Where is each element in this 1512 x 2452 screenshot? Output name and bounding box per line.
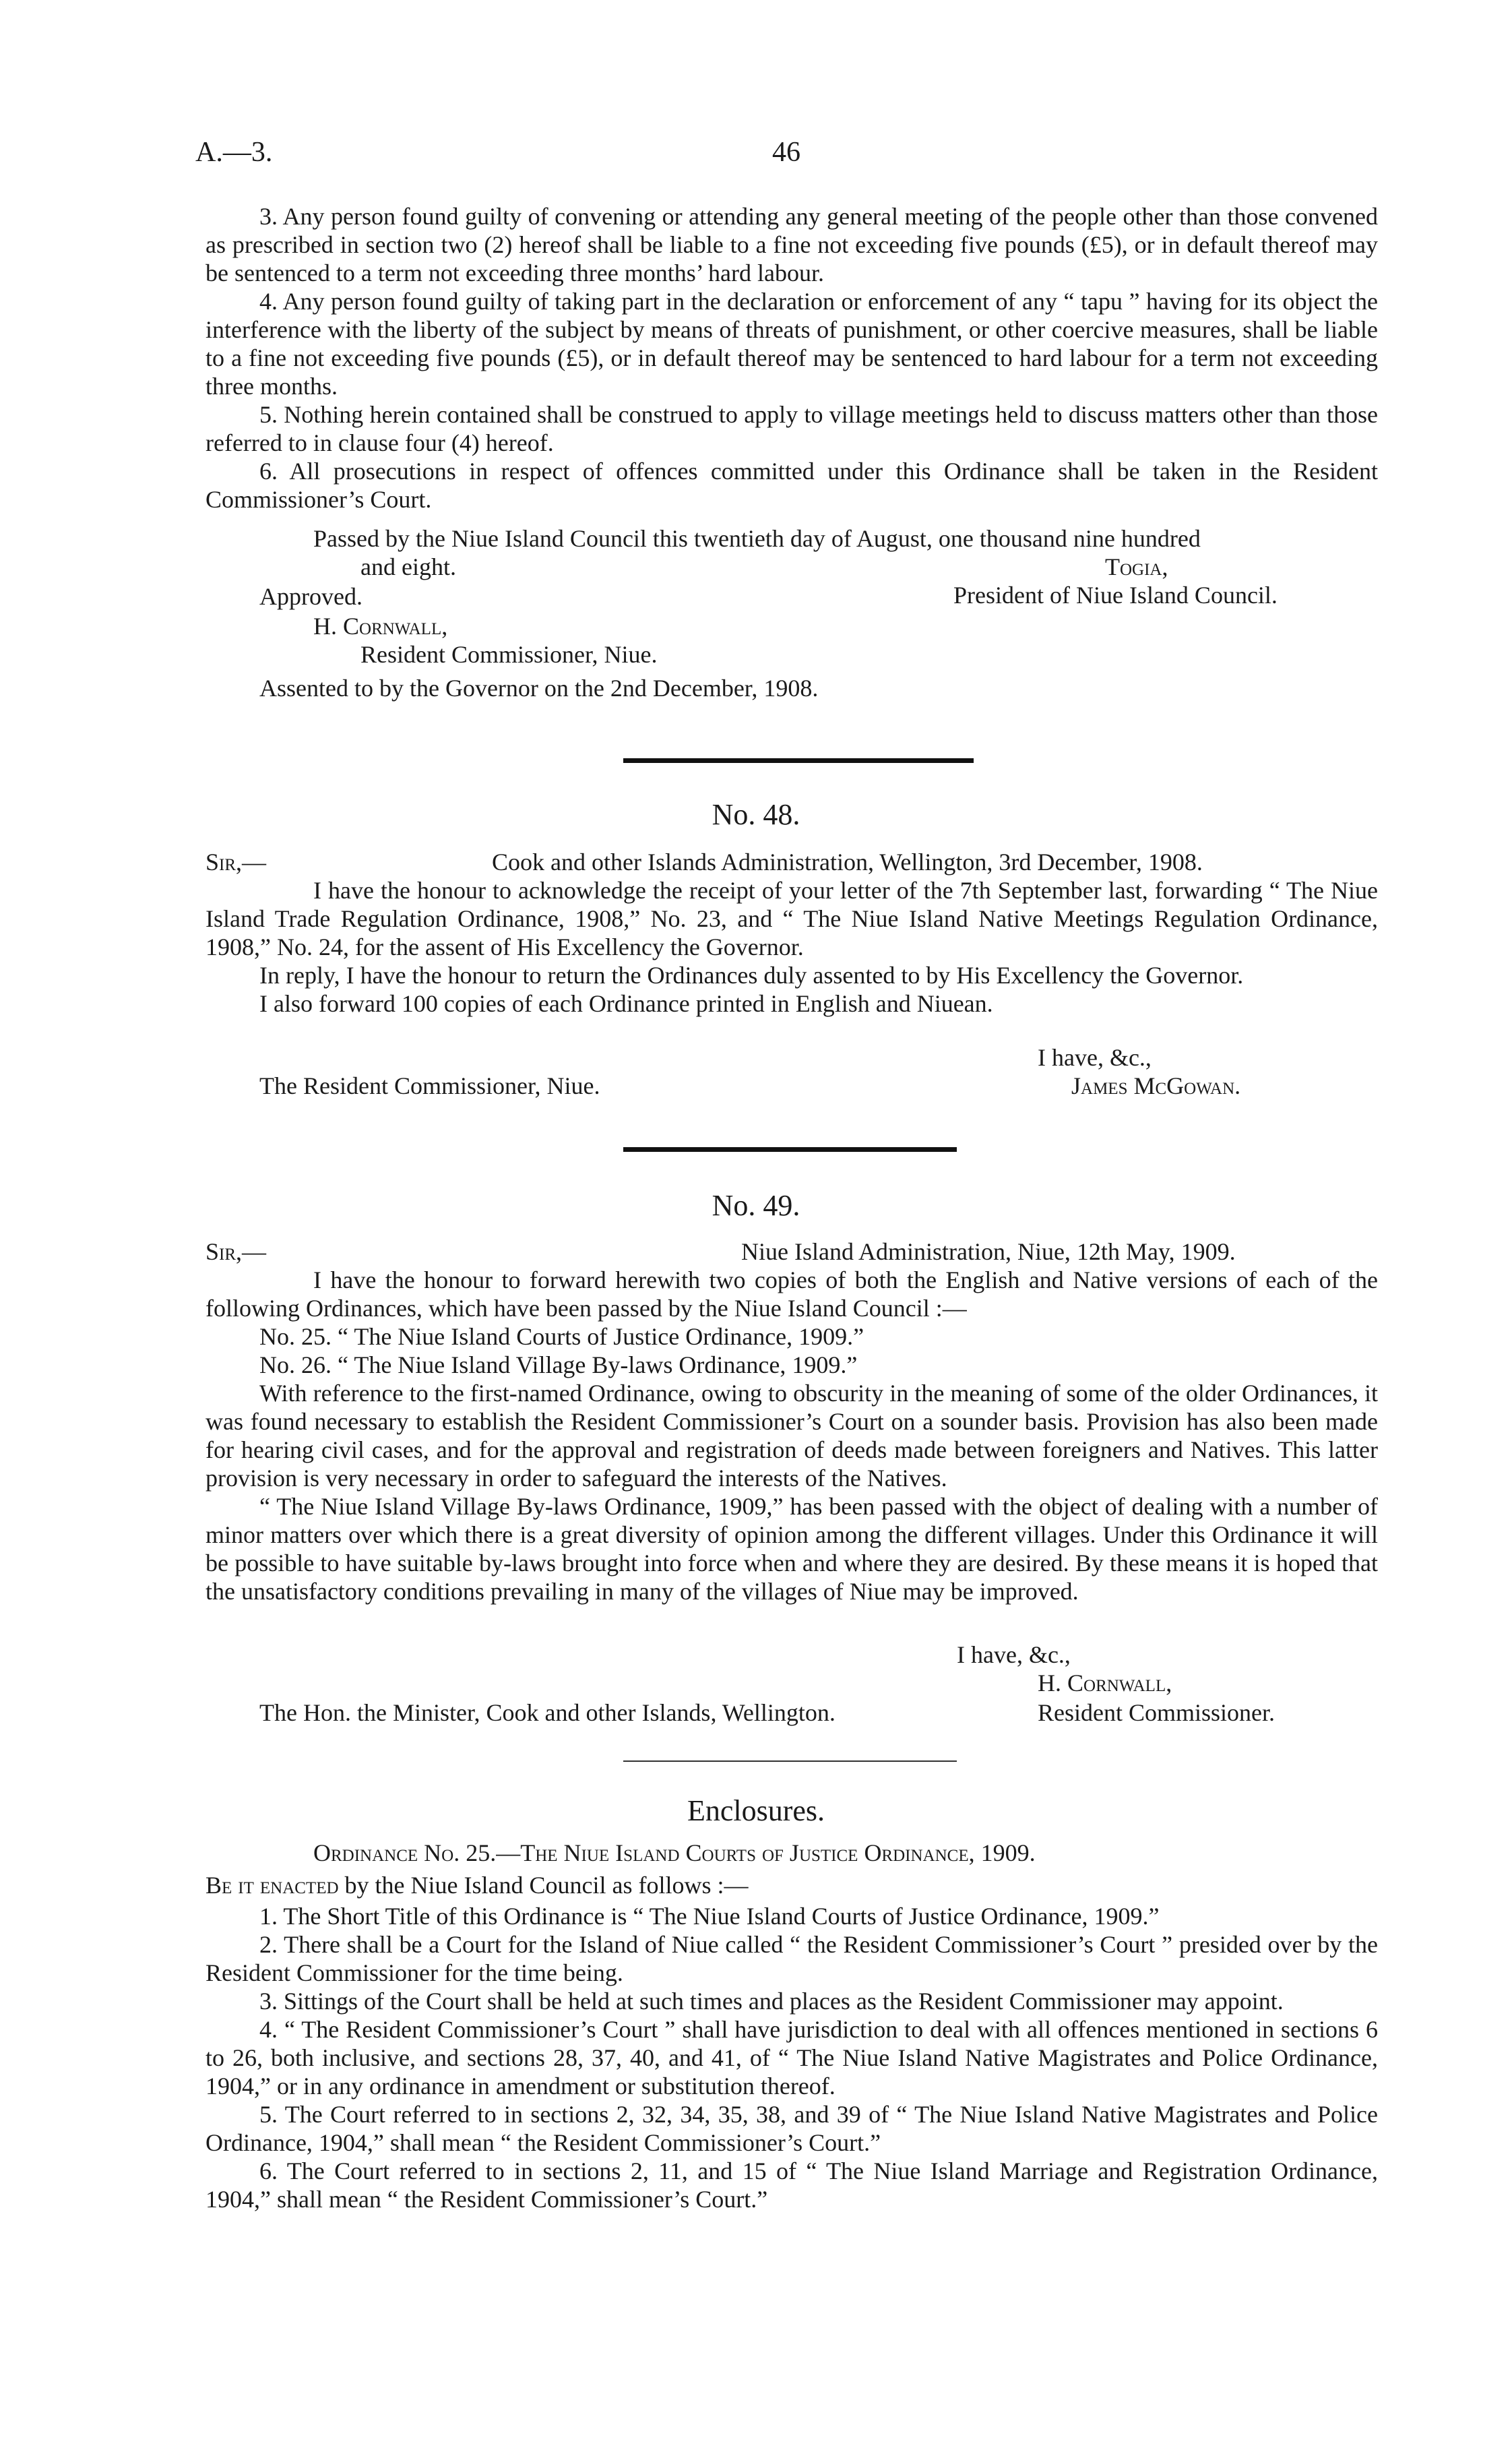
letter-49-intro: I have the honour to forward herewith two copies of both the English and Native versions of each of the following Ordinances, which have been passed by the Niue Island Council :— — [206, 1266, 1378, 1322]
ordinance-clause: 6. The Court referred to in sections 2, 11, and 15 of “ The Niue Island Marriage and Registration Ordinance, 1904,” shall mean “ the Resident Commissioner’s Court.” — [206, 2157, 1378, 2213]
ordinance-clause: 5. The Court referred to in sections 2, 32, 34, 35, 38, and 39 of “ The Niue Island Native Magistrates and Police Ordinance, 1904,” shall mean “ the Resident Commissioner’s Court.” — [206, 2101, 1378, 2156]
letter-49-closing: I have, &c., — [957, 1641, 1071, 1668]
clause-5: 5. Nothing herein contained shall be construed to apply to village meetings held to discuss matters other than those referred to in clause four (4) hereof. — [206, 401, 1378, 456]
ordinance-25-clauses — [206, 1902, 1378, 2213]
section-divider — [623, 1147, 957, 1152]
letter-49-paragraph: With reference to the first-named Ordinance, owing to obscurity in the meaning of some of the older Ordinances, it was found necessary to establish the Resident Commissioner’s Court on a sounder basis. Provision has also been made for hearing civil cases, and for the approval and registration of deeds made between foreigners and Natives. This latter provision is very necessary in order to safeguard the interests of the Natives. — [206, 1380, 1378, 1492]
ordinance-clause: 4. “ The Resident Commissioner’s Court ” shall have jurisdiction to deal with all offences mentioned in sections 6 to 26, both inclusive, and sections 28, 37, 40, and 41, of “ The Niue Island Native Magistrates and Police Ordinance, 1904,” or in any ordinance in amendment or substitution thereof. — [206, 2016, 1378, 2099]
signatory-title: President of Niue Island Council. — [953, 582, 1278, 609]
signatory-name: Togia, — [1105, 553, 1168, 580]
letter-49-signature-title: Resident Commissioner. — [1038, 1699, 1275, 1726]
letter-48-paragraph: I also forward 100 copies of each Ordinance printed in English and Niuean. — [259, 990, 993, 1017]
passed-line: Passed by the Niue Island Council this twentieth day of August, one thousand nine hundred — [313, 525, 1201, 552]
letter-48-address: Cook and other Islands Administration, Wellington, 3rd December, 1908. — [492, 849, 1203, 876]
document-reference: A.—3. — [195, 137, 273, 168]
letter-49-number: No. 49. — [712, 1189, 800, 1222]
letter-49-salutation: Sir,— — [206, 1238, 267, 1265]
enacting-rest: by the Niue Island Council as follows :— — [344, 1872, 749, 1899]
letter-48-closing: I have, &c., — [1038, 1044, 1152, 1071]
letter-48-body — [206, 876, 1378, 1018]
assent-line: Assented to by the Governor on the 2nd December, 1908. — [259, 675, 819, 702]
ordinance-25-title: Ordinance No. 25.—The Niue Island Courts of Justice Ordinance, 1909. — [313, 1839, 1036, 1866]
section-divider — [623, 758, 974, 763]
ordinance-clause: 1. The Short Title of this Ordinance is “ The Niue Island Courts of Justice Ordinance, 1909.” — [259, 1903, 1160, 1930]
letter-49-body — [206, 1266, 1378, 1605]
ordinance-24-clauses — [206, 202, 1378, 514]
ordinance-clause: 2. There shall be a Court for the Island of Niue called “ the Resident Commissioner’s Court ” presided over by the Resident Commissioner for the time being. — [206, 1931, 1378, 1986]
section-divider — [623, 1760, 957, 1762]
letter-49-list-item: No. 26. “ The Niue Island Village By-laws Ordinance, 1909.” — [259, 1351, 858, 1378]
letter-48-paragraph: I have the honour to acknowledge the receipt of your letter of the 7th September last, forwarding “ The Niue Island Trade Regulation Ordinance, 1908,” No. 23, and “ The Niue Island Native Meetings Regulation Ordinance, 1908,” No. 24, for the assent of His Excellency the Governor. — [206, 877, 1378, 960]
approved-label: Approved. — [259, 583, 363, 610]
letter-49-signature-name: H. Cornwall, — [1038, 1669, 1172, 1696]
approver-name: H. Cornwall, — [313, 613, 448, 640]
letter-49-list-item: No. 25. “ The Niue Island Courts of Justice Ordinance, 1909.” — [259, 1323, 864, 1350]
enacting-lead: Be it enacted — [206, 1872, 339, 1899]
letter-49-address: Niue Island Administration, Niue, 12th May, 1909. — [741, 1238, 1236, 1265]
clause-4: 4. Any person found guilty of taking part in the declaration or enforcement of any “ tapu ” having for its object the interference with the liberty of the subject by means of threats of punishment, or other coercive measures, shall be liable to a fine not exceeding five pounds (£5), or in default thereof may be sentenced to hard labour for a term not exceeding three months. — [206, 288, 1378, 400]
approver-title: Resident Commissioner, Niue. — [360, 641, 658, 668]
clause-3: 3. Any person found guilty of convening or attending any general meeting of the people other than those convened as prescribed in section two (2) hereof shall be liable to a fine not exceeding five pounds (£5), or in default thereof may be sentenced to a term not exceeding three months’ hard labour. — [206, 203, 1378, 286]
letter-48-recipient: The Resident Commissioner, Niue. — [259, 1072, 600, 1099]
enclosures-heading: Enclosures. — [687, 1794, 825, 1827]
passed-line-continued: and eight. — [360, 553, 456, 580]
letter-48-salutation: Sir,— — [206, 849, 267, 876]
letter-48-paragraph: In reply, I have the honour to return the Ordinances duly assented to by His Excellency the Governor. — [259, 962, 1244, 989]
ordinance-clause: 3. Sittings of the Court shall be held at such times and places as the Resident Commissioner may appoint. — [259, 1988, 1284, 2015]
letter-48-signature: James McGowan. — [1071, 1072, 1241, 1099]
letter-49-paragraph: “ The Niue Island Village By-laws Ordinance, 1909,” has been passed with the object of dealing with a number of minor matters over which there is a great diversity of opinion among the different villages. Under this Ordinance it will be possible to have suitable by-laws brought into force when and where they are desired. By these means it is hoped that the unsatisfactory conditions prevailing in many of the villages of Niue may be improved. — [206, 1493, 1378, 1605]
page-number: 46 — [772, 137, 800, 168]
letter-48-number: No. 48. — [712, 798, 800, 831]
letter-49-recipient: The Hon. the Minister, Cook and other Islands, Wellington. — [259, 1699, 836, 1726]
enacting-clause — [206, 1871, 748, 1899]
clause-6: 6. All prosecutions in respect of offences committed under this Ordinance shall be taken in the Resident Commissioner’s Court. — [206, 458, 1378, 513]
